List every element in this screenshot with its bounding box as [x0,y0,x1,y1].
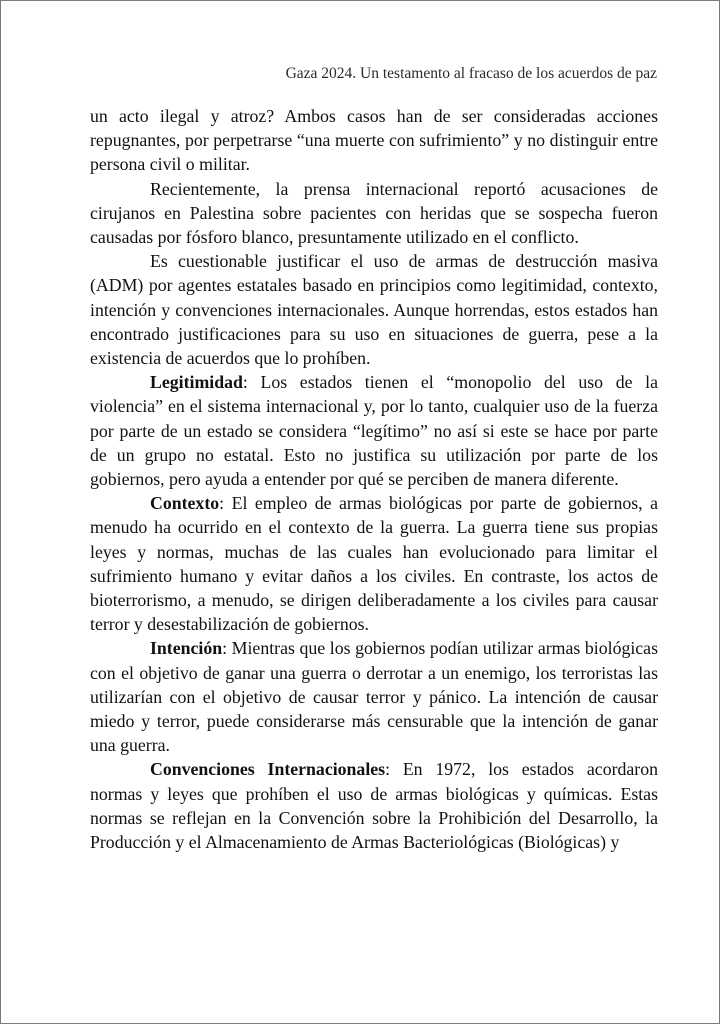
running-header: Gaza 2024. Un testamento al fracaso de los acuerdos de paz [285,65,657,82]
paragraph-fosforo-blanco: Recientemente, la prensa internacional reportó acusaciones de cirujanos en Palestina sobre pacientes con heridas que se sospecha fueron causadas por fósforo blanco, presuntamente utilizado en el conflicto. [90,178,658,248]
paragraph-intencion-text: : Mientras que los gobiernos podían utilizar armas biológicas con el objetivo de ganar una guerra o derrotar a un enemigo, los terroristas las utilizarían con el objetivo de causar terror y pánico. La intención de causar miedo y terror, puede considerarse más censurable que la intención de ganar una guerra. [90,638,658,756]
paragraph-contexto-text: : El empleo de armas biológicas por parte de gobiernos, a menudo ha ocurrido en el contexto de la guerra. La guerra tiene sus propias leyes y normas, muchas de las cuales han evolucionado para limitar el sufrimiento humano y evitar daños a los civiles. En contraste, los actos de bioterrorismo, a menudo, se dirigen deliberadamente a los civiles para causar terror y desestabilización de gobiernos. [90,493,658,635]
body-text [90,104,658,854]
paragraph-legitimidad [90,370,658,491]
paragraph-continuation: un acto ilegal y atroz? Ambos casos han de ser consideradas acciones repugnantes, por perpetrarse “una muerte con sufrimiento” y no distinguir entre persona civil o militar. [90,106,658,175]
paragraph-legitimidad-text: : Los estados tienen el “monopolio del uso de la violencia” en el sistema internacional y, por lo tanto, cualquier uso de la fuerza por parte de un estado se considera “legítimo” no así si este se hace por parte de un grupo no estatal. Esto no justifica su utilización por parte de los gobiernos, pero ayuda a entender por qué se perciben de manera diferente. [90,372,658,490]
paragraph-convenciones-text: : En 1972, los estados acordaron normas y leyes que prohíben el uso de armas biológicas y químicas. Estas normas se reflejan en la Convención sobre la Prohibición del Desarrollo, la Producción y el Almacenamiento de Armas Bacteriológicas (Biológicas) y [90,759,658,853]
term-legitimidad: Legitimidad [150,372,243,393]
term-convenciones-internacionales: Convenciones Internacionales [150,759,386,780]
paragraph-contexto [90,491,658,636]
paragraph-convenciones [90,757,658,854]
term-intencion: Intención [150,638,223,659]
paragraph-intencion [90,636,658,757]
term-contexto: Contexto [150,493,220,514]
paragraph-adm: Es cuestionable justificar el uso de armas de destrucción masiva (ADM) por agentes estatales basado en principios como legitimidad, contexto, intención y convenciones internacionales. Aunque horrendas, estos estados han encontrado justificaciones para su uso en situaciones de guerra, pese a la existencia de acuerdos que lo prohíben. [90,251,658,369]
